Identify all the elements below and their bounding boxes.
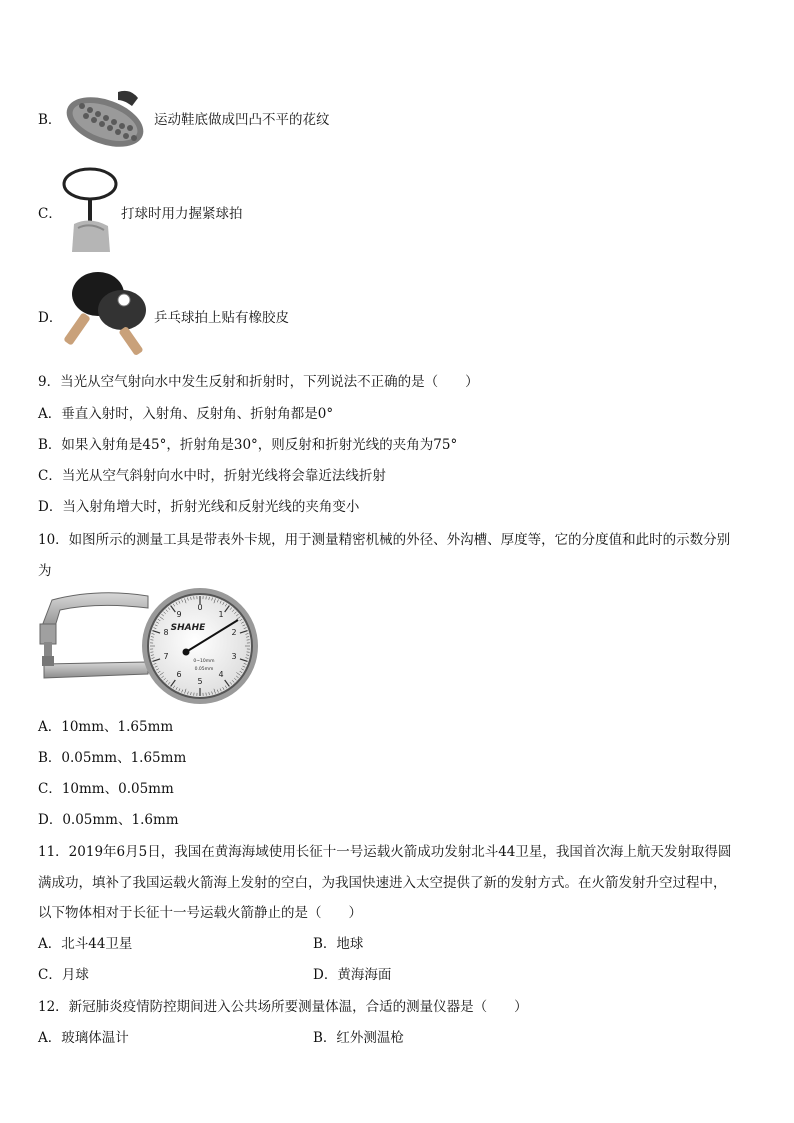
- q11-option-a: A．北斗44卫星: [38, 936, 133, 952]
- q12-option-b: B．红外测温枪: [313, 1030, 404, 1046]
- dial-number-6: 6: [176, 670, 182, 679]
- dial-number-8: 8: [163, 628, 169, 637]
- dial-number-4: 4: [218, 670, 224, 679]
- q10-stem-line2: 为: [38, 563, 52, 579]
- gauge-brand: SHAHE: [170, 623, 206, 633]
- q9-stem: 9．当光从空气射向水中发生反射和折射时，下列说法不正确的是（ ）: [38, 374, 479, 390]
- q9-option-d: D．当入射角增大时，折射光线和反射光线的夹角变小: [38, 499, 360, 515]
- option-d-label: D．: [38, 310, 63, 326]
- option-b-text: 运动鞋底做成凹凸不平的花纹: [154, 112, 330, 128]
- gauge-range: 0~10mm: [193, 659, 215, 664]
- option-c-text: 打球时用力握紧球拍: [121, 206, 243, 222]
- dial-number-3: 3: [231, 652, 237, 661]
- q10-option-b: B．0.05mm、1.65mm: [38, 750, 187, 766]
- option-c-label: C．: [38, 206, 62, 222]
- ping-pong-paddle-icon: [62, 270, 154, 358]
- option-d-text: 乒乓球拍上贴有橡胶皮: [154, 310, 289, 326]
- q11-option-c: C．月球: [38, 967, 89, 983]
- dial-number-0: 0: [197, 603, 203, 612]
- tennis-racket-icon: [60, 166, 122, 254]
- q11-stem-line3: 以下物体相对于长征十一号运载火箭静止的是（ ）: [38, 905, 362, 921]
- gauge-division: 0.05mm: [194, 667, 214, 672]
- q10-stem-line1: 10．如图所示的测量工具是带表外卡规，用于测量精密机械的外径、外沟槽、厚度等，它的分度值和此时的示数分别: [38, 532, 731, 548]
- q10-option-d: D．0.05mm、1.6mm: [38, 812, 179, 828]
- dial-caliper-gauge: [38, 586, 266, 710]
- option-b-label: B．: [38, 112, 62, 128]
- q10-option-c: C．10mm、0.05mm: [38, 781, 174, 797]
- q11-option-d: D．黄海海面: [313, 967, 392, 983]
- q9-option-b: B．如果入射角是45°，折射角是30°，则反射和折射光线的夹角为75°: [38, 437, 458, 453]
- q11-stem-line1: 11．2019年6月5日，我国在黄海海域使用长征十一号运载火箭成功发射北斗44卫星，我国首次海上航天发射取得圆: [38, 844, 732, 860]
- shoe-sole-icon: [60, 84, 150, 156]
- q11-stem-line2: 满成功，填补了我国运载火箭海上发射的空白，为我国快速进入太空提供了新的发射方式。在火箭发射升空过程中，: [38, 875, 727, 891]
- dial-number-2: 2: [231, 628, 237, 637]
- q9-option-a: A．垂直入射时，入射角、反射角、折射角都是0°: [38, 406, 334, 422]
- q11-option-b: B．地球: [313, 936, 364, 952]
- q9-option-c: C．当光从空气斜射向水中时，折射光线将会靠近法线折射: [38, 468, 386, 484]
- dial-number-1: 1: [218, 610, 224, 619]
- dial-number-7: 7: [163, 652, 169, 661]
- dial-number-9: 9: [176, 610, 182, 619]
- q10-option-a: A．10mm、1.65mm: [38, 719, 174, 735]
- q12-option-a: A．玻璃体温计: [38, 1030, 129, 1046]
- q12-stem: 12．新冠肺炎疫情防控期间进入公共场所要测量体温，合适的测量仪器是（ ）: [38, 999, 528, 1015]
- dial-number-5: 5: [197, 677, 203, 686]
